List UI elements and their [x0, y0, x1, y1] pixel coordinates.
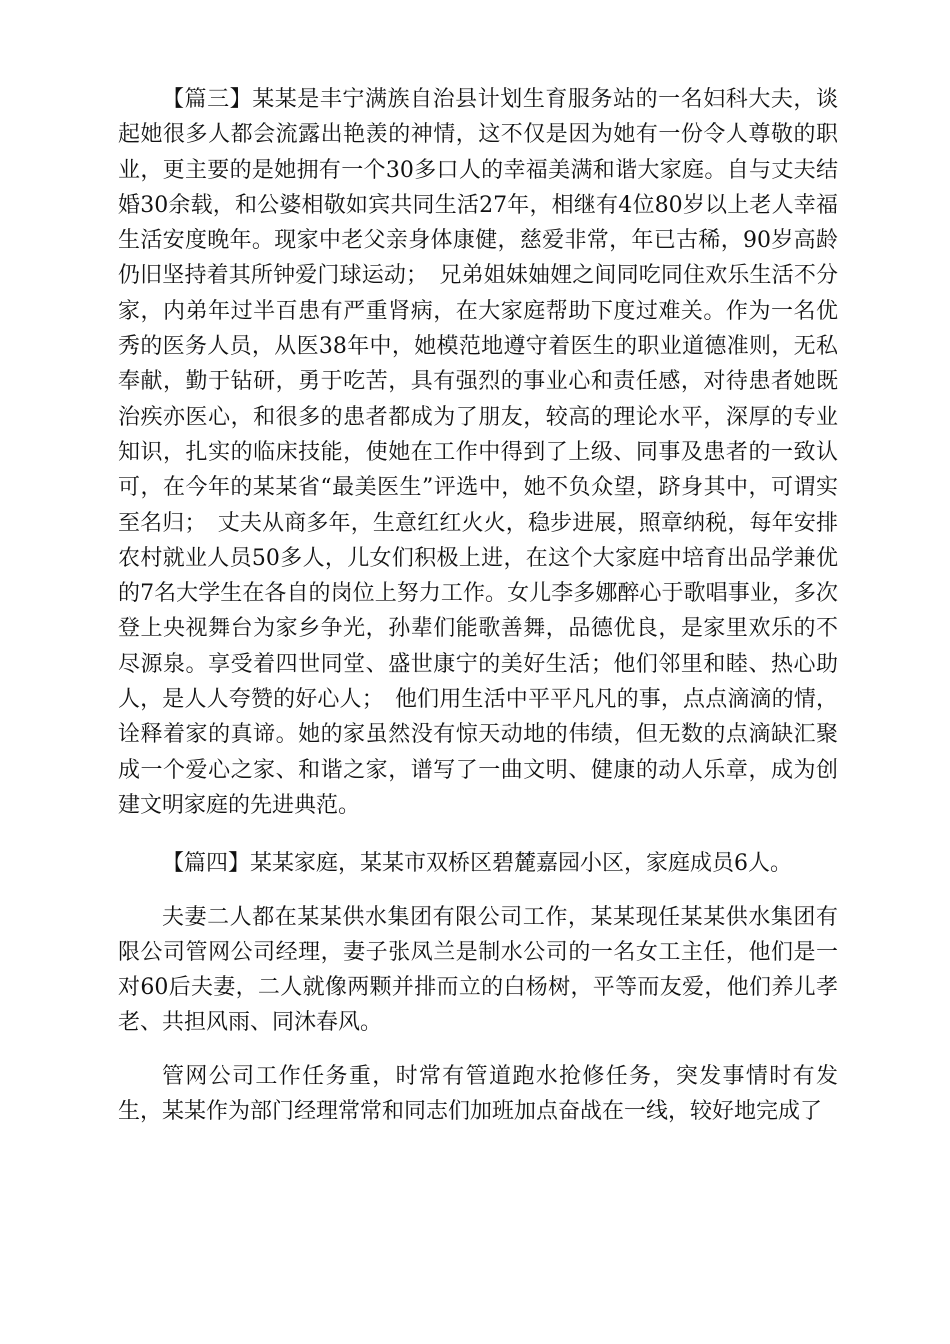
document-body	[118, 82, 838, 1129]
paragraph-section-4-couple: 夫妻二人都在某某供水集团有限公司工作，某某现任某某供水集团有限公司管网公司经理，妻子张凤兰是制水公司的一名女工主任，他们是一对60后夫妻，二人就像两颗并排而立的白杨树，平等而友爱，他们养儿孝老、共担风雨、同沐春风。	[118, 904, 838, 1036]
paragraph-section-4-intro: 【篇四】某某家庭，某某市双桥区碧麓嘉园小区，家庭成员6人。	[162, 851, 792, 877]
paragraph-section-4-work: 管网公司工作任务重，时常有管道跑水抢修任务，突发事情时有发生，某某作为部门经理常常和同志们加班加点奋战在一线，较好地完成了	[118, 1063, 838, 1125]
paragraph-section-3: 【篇三】某某是丰宁满族自治县计划生育服务站的一名妇科大夫，谈起她很多人都会流露出艳羡的神情，这不仅是因为她有一份令人尊敬的职业，更主要的是她拥有一个30多口人的幸福美满和谐大家庭。自与丈夫结婚30余载，和公婆相敬如宾共同生活27年，相继有4位80岁以上老人幸福生活安度晚年。现家中老父亲身体康健，慈爱非常，年已古稀，90岁高龄仍旧坚持着其所钟爱门球运动； 兄弟姐妹妯娌之间同吃同住欢乐生活不分家，内弟年过半百患有严重肾病，在大家庭帮助下度过难关。作为一名优秀的医务人员，从医38年中，她模范地遵守着医生的职业道德准则，无私奉献，勤于钻研，勇于吃苦，具有强烈的事业心和责任感，对待患者她既治疾亦医心，和很多的患者都成为了朋友，较高的理论水平，深厚的专业知识，扎实的临床技能，使她在工作中得到了上级、同事及患者的一致认可，在今年的某某省“最美医生”评选中，她不负众望，跻身其中，可谓实至名归； 丈夫从商多年，生意红红火火，稳步进展，照章纳税，每年安排农村就业人员50多人，儿女们积极上进，在这个大家庭中培育出品学兼优的7名大学生在各自的岗位上努力工作。女儿李多娜醉心于歌唱事业，多次登上央视舞台为家乡争光，孙辈们能歌善舞，品德优良，是家里欢乐的不尽源泉。享受着四世同堂、盛世康宁的美好生活；他们邻里和睦、热心助人，是人人夸赞的好心人； 他们用生活中平平凡凡的事，点点滴滴的情，诠释着家的真谛。她的家虽然没有惊天动地的伟绩，但无数的点滴缺汇聚成一个爱心之家、和谐之家，谱写了一曲文明、健康的动人乐章，成为创建文明家庭的先进典范。	[118, 87, 838, 818]
